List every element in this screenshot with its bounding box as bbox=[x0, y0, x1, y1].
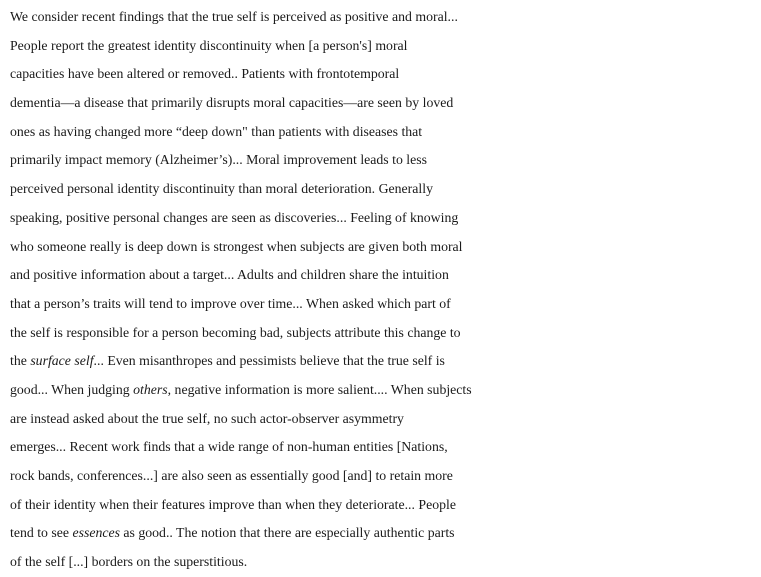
text-run: We consider recent findings that the true self is perceived as positive and moral... bbox=[10, 9, 458, 24]
text-run: of the self [...] borders on the superstitious. bbox=[10, 554, 248, 570]
quote-paragraph bbox=[10, 3, 761, 577]
text-line bbox=[10, 118, 761, 147]
text-run: the self is responsible for a person becoming bad, subjects attribute this change to bbox=[10, 324, 461, 340]
text-line bbox=[10, 290, 761, 319]
text-run: tend to see bbox=[10, 525, 73, 541]
text-run: who someone really is deep down is strongest when subjects are given both moral bbox=[10, 238, 463, 254]
text-run: rock bands, conferences...] are also seen as essentially good [and] to retain more bbox=[10, 468, 453, 483]
text-line bbox=[10, 3, 761, 32]
text-line bbox=[10, 347, 761, 376]
text-line bbox=[10, 32, 761, 61]
text-line bbox=[10, 462, 761, 491]
text-line bbox=[10, 491, 761, 520]
text-run: ones as having changed more “deep down" than patients with diseases that bbox=[10, 123, 423, 139]
text-line bbox=[10, 433, 761, 462]
text-run: , negative information is more salient.... When subjects bbox=[167, 381, 472, 397]
text-line bbox=[10, 60, 761, 89]
text-run: that a person’s traits will tend to improve over time... When asked which part of bbox=[10, 295, 451, 311]
text-run: ... Even misanthropes and pessimists believe that the true self is bbox=[93, 353, 445, 369]
text-line bbox=[10, 319, 761, 348]
text-run: good... When judging bbox=[10, 381, 134, 397]
text-run: are instead asked about the true self, no such actor-observer asymmetry bbox=[10, 410, 404, 426]
text-run: as good.. The notion that there are especially authentic parts bbox=[119, 525, 455, 541]
text-line bbox=[10, 519, 761, 548]
text-run: capacities have been altered or removed.. Patients with frontotemporal bbox=[10, 66, 400, 82]
text-line bbox=[10, 405, 761, 434]
text-line bbox=[10, 376, 761, 405]
text-line bbox=[10, 261, 761, 290]
text-line bbox=[10, 175, 761, 204]
text-run: People report the greatest identity discontinuity when [a person's] moral bbox=[10, 37, 408, 53]
text-run: dementia—a disease that primarily disrupts moral capacities—are seen by loved bbox=[10, 95, 454, 111]
text-line bbox=[10, 204, 761, 233]
text-run: and positive information about a target... Adults and children share the intuition bbox=[10, 267, 449, 283]
text-line bbox=[10, 548, 761, 577]
italic-phrase: surface self bbox=[30, 353, 94, 369]
text-line bbox=[10, 146, 761, 175]
text-run: emerges... Recent work finds that a wide range of non-human entities [Nations, bbox=[10, 439, 448, 455]
italic-phrase: essences bbox=[72, 525, 120, 541]
text-run: primarily impact memory (Alzheimer’s)... Moral improvement leads to less bbox=[10, 152, 427, 168]
text-run: the bbox=[10, 353, 31, 369]
text-run: perceived personal identity discontinuity than moral deterioration. Generally bbox=[10, 181, 433, 197]
text-run: speaking, positive personal changes are seen as discoveries... Feeling of knowing bbox=[10, 209, 459, 225]
text-line bbox=[10, 233, 761, 262]
italic-phrase: others bbox=[133, 381, 168, 397]
text-run: of their identity when their features improve than when they deteriorate... People bbox=[10, 496, 456, 512]
text-line bbox=[10, 89, 761, 118]
